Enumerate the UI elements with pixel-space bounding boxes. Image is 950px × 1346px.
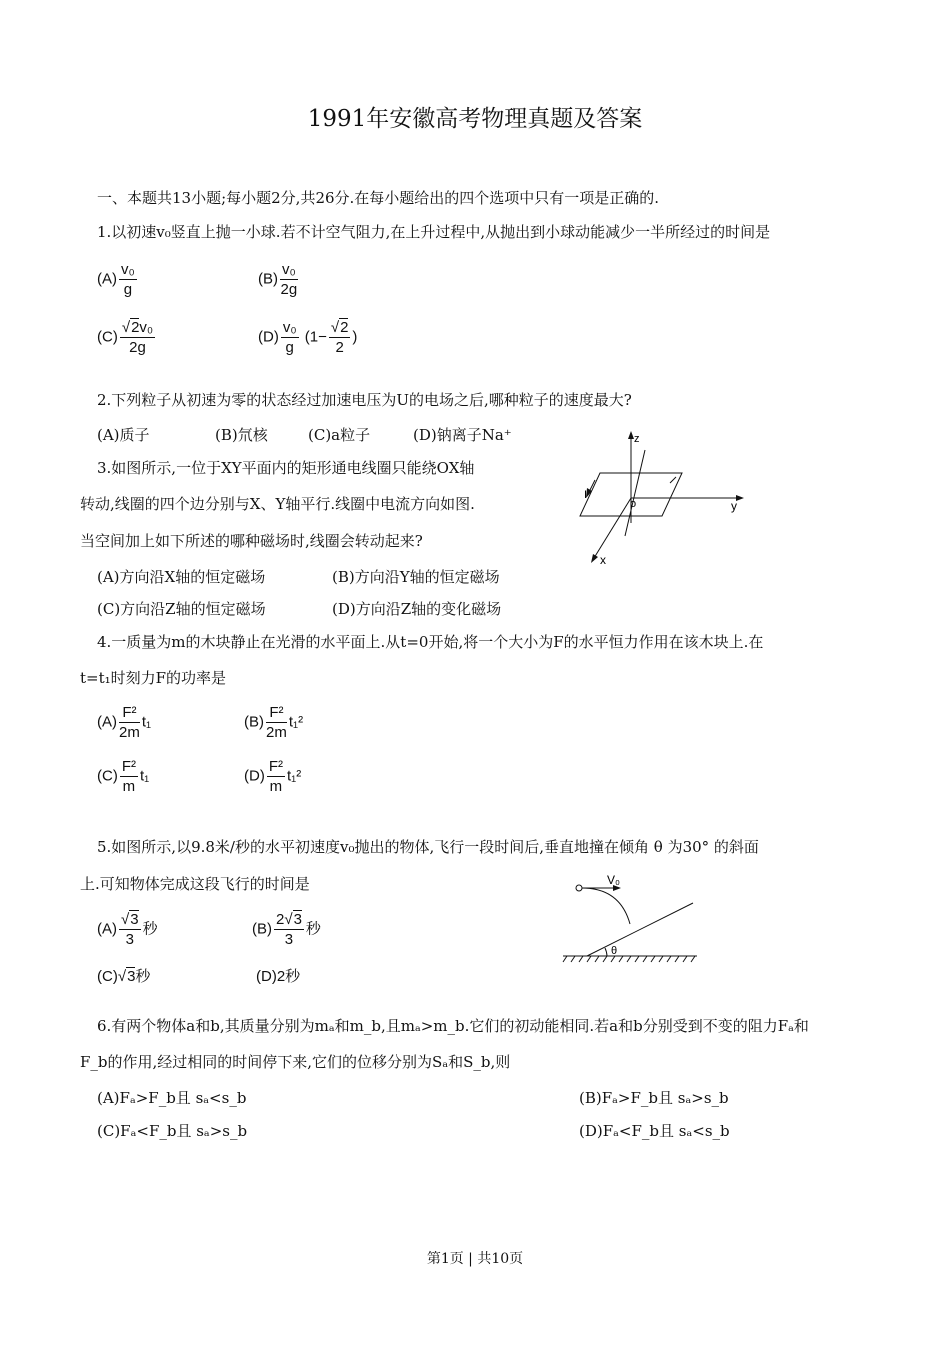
q3-option-c: (C)方向沿Z轴的恒定磁场: [97, 600, 266, 618]
flow-arrow-icon: [670, 477, 676, 483]
v0-label: V₀: [607, 873, 620, 887]
fraction-denominator: 2g: [129, 339, 146, 356]
option-label: (D): [244, 767, 265, 785]
fraction-numerator: v₀: [139, 319, 154, 336]
unit: 秒: [305, 920, 321, 938]
q6-line2: F_b的作用,经过相同的时间停下来,它们的位移分别为Sₐ和S_b,则: [80, 1053, 511, 1071]
q3-line3: 当空间加上如下所述的哪种磁场时,线圈会转动起来?: [80, 532, 423, 550]
fraction-numerator: v₀: [121, 261, 135, 278]
coil-diagram: [570, 428, 750, 573]
option-label: (C): [97, 767, 118, 785]
fraction-denominator: 3: [125, 931, 134, 948]
page-title: 1991年安徽高考物理真题及答案: [307, 106, 643, 132]
fraction-numerator: F²: [119, 703, 140, 723]
q1-option-b: [258, 260, 300, 299]
q2-option-a: (A)质子: [97, 426, 150, 444]
option-label: (C): [97, 968, 118, 985]
fraction-denominator: g: [285, 339, 294, 356]
fraction-denominator: 2: [335, 339, 344, 356]
trajectory-curve: [582, 888, 630, 924]
fraction-numerator: v₀: [282, 319, 297, 336]
section-heading: 一、本题共13小题;每小题2分,共26分.在每小题给出的四个选项中只有一项是正确的.: [97, 189, 660, 207]
unit: 秒: [135, 968, 151, 985]
fraction-denominator: 3: [284, 931, 294, 948]
coefficient: 2: [276, 911, 285, 928]
q3-option-d: (D)方向沿Z轴的变化磁场: [332, 600, 502, 618]
theta-label: θ: [611, 945, 618, 957]
projectile-ball: [576, 885, 582, 891]
q6-option-c: (C)Fₐ<F_b且 sₐ>s_b: [97, 1122, 248, 1140]
q6-option-a: (A)Fₐ>F_b且 sₐ<s_b: [97, 1089, 247, 1107]
option-label: (A): [97, 270, 117, 288]
q2-stem: 2.下列粒子从初速为零的状态经过加速电压为U的电场之后,哪种粒子的速度最大?: [97, 391, 632, 409]
q4-option-d: [244, 757, 301, 796]
fraction-denominator: m: [122, 778, 136, 795]
unit: 秒: [142, 920, 158, 938]
q3-line1: 3.如图所示,一位于XY平面内的矩形通电线圈只能绕OX轴: [97, 459, 475, 477]
q6-option-d: (D)Fₐ<F_b且 sₐ<s_b: [579, 1122, 730, 1140]
paren-close: ): [352, 328, 358, 346]
q6-option-b: (B)Fₐ>F_b且 sₐ>s_b: [579, 1089, 729, 1107]
angle-arc: [605, 948, 607, 956]
option-label: (A): [97, 713, 117, 731]
option-label: (A): [97, 920, 117, 938]
q4-line2: t=t₁时刻力F的功率是: [80, 669, 227, 687]
x-arrow-icon: [591, 554, 598, 563]
origin-label: o: [630, 498, 637, 510]
q1-option-c: (C) $\frac{\text{√2v₀}}{2g}$: [97, 319, 154, 356]
fraction-denominator: m: [269, 778, 283, 795]
q1-stem: 1.以初速v₀竖直上抛一小球.若不计空气阻力,在上升过程中,从抛出到小球动能减少一半所经过的时间是: [97, 223, 771, 241]
fraction-denominator: 2g: [280, 281, 298, 298]
fraction-numerator: F²: [268, 758, 283, 775]
x-axis: [594, 498, 631, 558]
sqrt-radicand: 2: [340, 319, 349, 336]
fraction-numerator: F²: [121, 758, 136, 775]
option-label: (C): [97, 328, 118, 346]
paren-open: (1−: [304, 328, 327, 346]
q1-option-d: (D) $\frac{\text{v₀}}{g}$ (1− $\frac{√2}{2}$ ): [258, 319, 358, 356]
q5-option-c: (C)√3秒: [97, 968, 151, 985]
fraction-numerator: v₀: [282, 261, 296, 278]
sqrt-radicand: 3: [127, 968, 136, 985]
q4-option-c: [97, 757, 149, 796]
q5-line2: 上.可知物体完成这段飞行的时间是: [80, 875, 310, 893]
q1-option-a: [97, 260, 139, 299]
sqrt-radicand: 2: [131, 319, 140, 336]
fraction-denominator: 2m: [119, 724, 140, 741]
q6-line1: 6.有两个物体a和b,其质量分别为mₐ和m_b,且mₐ>m_b.它们的初动能相同.若a和b分别受到不变的阻力Fₐ和: [97, 1017, 809, 1035]
q5-option-b: (B) $\frac{2√3}{3}$ 秒: [252, 911, 321, 948]
current-label: I: [584, 489, 588, 501]
q2-option-c: (C)a粒子: [308, 426, 371, 444]
page-footer: 第1页 | 共10页: [426, 1251, 524, 1267]
q3-option-b: (B)方向沿Y轴的恒定磁场: [332, 568, 500, 586]
q4-line1: 4.一质量为m的木块静止在光滑的水平面上.从t=0开始,将一个大小为F的水平恒力作用在该木块上.在: [97, 633, 764, 651]
incline-diagram: [555, 866, 705, 966]
y-label: y: [731, 499, 737, 513]
q3-option-a: (A)方向沿X轴的恒定磁场: [97, 568, 266, 586]
option-tail: t₁²: [288, 713, 304, 731]
incline-surface: [587, 903, 693, 956]
fraction-numerator: F²: [266, 703, 287, 723]
q5-option-d: (D)2秒: [256, 968, 301, 985]
q5-option-a: (A) $\frac{√3}{3}$ 秒: [97, 911, 158, 948]
x-label: x: [600, 553, 606, 567]
q4-option-b: [244, 703, 303, 742]
q2-option-d: (D)钠离子Na⁺: [413, 426, 512, 444]
rotation-line: [625, 450, 645, 536]
option-label: (B): [252, 920, 272, 938]
q3-line2: 转动,线圈的四个边分别与X、Y轴平行.线圈中电流方向如图.: [80, 495, 475, 513]
option-label: (D): [258, 328, 279, 346]
option-tail: t₁: [141, 713, 152, 731]
q5-line1: 5.如图所示,以9.8米/秒的水平初速度v₀抛出的物体,飞行一段时间后,垂直地撞在倾角 θ 为30° 的斜面: [97, 838, 759, 856]
fraction-denominator: g: [123, 281, 133, 298]
q4-option-a: [97, 703, 151, 742]
ground-hatching: [563, 956, 695, 962]
z-label: z: [634, 433, 640, 445]
option-tail: t₁²: [287, 767, 302, 785]
option-tail: t₁: [140, 767, 150, 785]
sqrt-radicand: 3: [293, 911, 302, 928]
q2-option-b: (B)氘核: [215, 426, 268, 444]
y-arrow-icon: [736, 495, 744, 501]
fraction-denominator: 2m: [266, 724, 287, 741]
option-label: (B): [258, 270, 278, 288]
option-label: (B): [244, 713, 264, 731]
sqrt-radicand: 3: [130, 911, 139, 928]
